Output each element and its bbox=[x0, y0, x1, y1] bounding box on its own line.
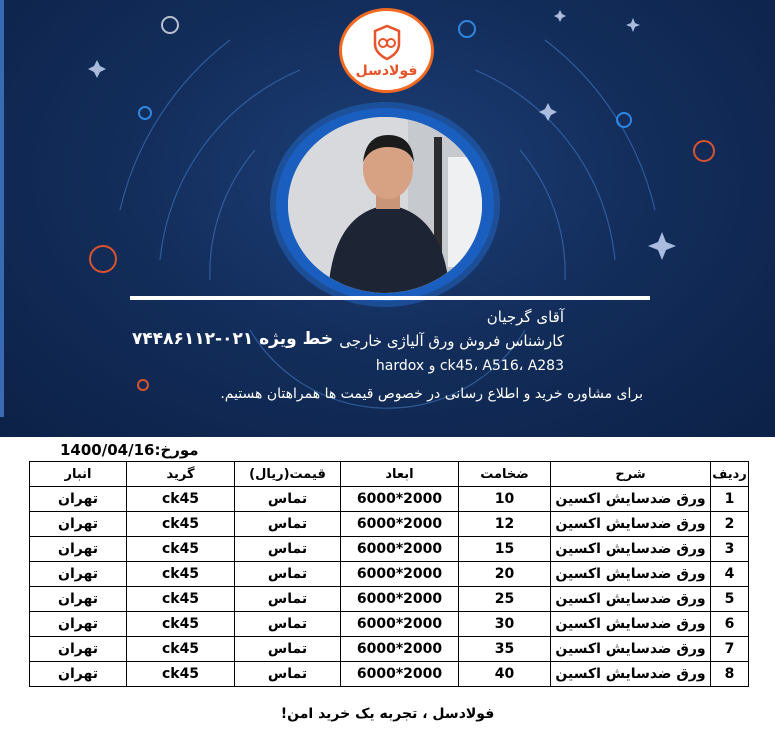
person-portrait-icon bbox=[288, 117, 482, 293]
cell-description: ورق ضدسایش اکسین bbox=[551, 612, 711, 637]
header-row-no: ردیف bbox=[711, 462, 749, 487]
cell-dimensions: 2000*6000 bbox=[341, 487, 459, 512]
table-row bbox=[30, 637, 749, 662]
header-thickness: ضخامت bbox=[459, 462, 551, 487]
cell-warehouse: تهران bbox=[30, 487, 127, 512]
cell-price: تماس bbox=[235, 612, 341, 637]
cell-row-number: 1 bbox=[711, 487, 749, 512]
cell-grade: ck45 bbox=[127, 562, 235, 587]
header-warehouse: انبار bbox=[30, 462, 127, 487]
cell-description: ورق ضدسایش اکسین bbox=[551, 512, 711, 537]
header-dimensions: ابعاد bbox=[341, 462, 459, 487]
cell-row-number: 2 bbox=[711, 512, 749, 537]
cell-dimensions: 2000*6000 bbox=[341, 612, 459, 637]
cell-description: ورق ضدسایش اکسین bbox=[551, 587, 711, 612]
table-header-row bbox=[30, 462, 749, 487]
cell-warehouse: تهران bbox=[30, 612, 127, 637]
cell-description: ورق ضدسایش اکسین bbox=[551, 562, 711, 587]
cell-price: تماس bbox=[235, 487, 341, 512]
cell-grade: ck45 bbox=[127, 587, 235, 612]
cell-grade: ck45 bbox=[127, 487, 235, 512]
price-table bbox=[29, 461, 749, 687]
table-row bbox=[30, 537, 749, 562]
cell-price: تماس bbox=[235, 587, 341, 612]
contact-grades: ck45، A516، A283 و hardox bbox=[375, 358, 564, 374]
cell-thickness: 35 bbox=[459, 637, 551, 662]
cell-dimensions: 2000*6000 bbox=[341, 537, 459, 562]
contact-role: کارشناس فروش ورق آلیاژی خارجی bbox=[339, 332, 564, 350]
cell-thickness: 10 bbox=[459, 487, 551, 512]
consult-note: برای مشاوره خرید و اطلاع رسانی در خصوص قیمت ها همراهتان هستیم. bbox=[220, 386, 643, 402]
cell-price: تماس bbox=[235, 562, 341, 587]
cell-dimensions: 2000*6000 bbox=[341, 587, 459, 612]
cell-thickness: 30 bbox=[459, 612, 551, 637]
price-date: مورخ:1400/04/16 bbox=[60, 441, 199, 459]
cell-dimensions: 2000*6000 bbox=[341, 637, 459, 662]
cell-thickness: 20 bbox=[459, 562, 551, 587]
left-accent-bar bbox=[0, 0, 4, 417]
cell-warehouse: تهران bbox=[30, 587, 127, 612]
cell-price: تماس bbox=[235, 662, 341, 687]
cell-warehouse: تهران bbox=[30, 537, 127, 562]
cell-warehouse: تهران bbox=[30, 562, 127, 587]
brand-logo-text: فولادسل bbox=[355, 63, 418, 79]
cell-description: ورق ضدسایش اکسین bbox=[551, 537, 711, 562]
salesperson-photo bbox=[288, 117, 482, 293]
cell-grade: ck45 bbox=[127, 512, 235, 537]
cell-row-number: 7 bbox=[711, 637, 749, 662]
table-row bbox=[30, 587, 749, 612]
header-price: قیمت(ریال) bbox=[235, 462, 341, 487]
cell-row-number: 5 bbox=[711, 587, 749, 612]
contact-name: آقای گرجیان bbox=[486, 308, 564, 326]
cell-price: تماس bbox=[235, 637, 341, 662]
divider-line bbox=[130, 296, 650, 300]
cell-description: ورق ضدسایش اکسین bbox=[551, 487, 711, 512]
table-row bbox=[30, 487, 749, 512]
brand-logo bbox=[339, 8, 434, 93]
cell-dimensions: 2000*6000 bbox=[341, 562, 459, 587]
cell-price: تماس bbox=[235, 512, 341, 537]
cell-description: ورق ضدسایش اکسین bbox=[551, 662, 711, 687]
cell-dimensions: 2000*6000 bbox=[341, 512, 459, 537]
cell-row-number: 8 bbox=[711, 662, 749, 687]
table-row bbox=[30, 512, 749, 537]
table-row bbox=[30, 562, 749, 587]
cell-price: تماس bbox=[235, 537, 341, 562]
cell-warehouse: تهران bbox=[30, 512, 127, 537]
cell-row-number: 6 bbox=[711, 612, 749, 637]
cell-thickness: 12 bbox=[459, 512, 551, 537]
cell-row-number: 3 bbox=[711, 537, 749, 562]
cell-grade: ck45 bbox=[127, 637, 235, 662]
header-grade: گرید bbox=[127, 462, 235, 487]
cell-warehouse: تهران bbox=[30, 662, 127, 687]
header-description: شرح bbox=[551, 462, 711, 487]
cell-dimensions: 2000*6000 bbox=[341, 662, 459, 687]
table-row bbox=[30, 662, 749, 687]
cell-thickness: 40 bbox=[459, 662, 551, 687]
cell-row-number: 4 bbox=[711, 562, 749, 587]
cell-description: ورق ضدسایش اکسین bbox=[551, 637, 711, 662]
hotline-number[interactable]: خط ویژه ۰۲۱-۷۴۴۸۶۱۱۲ bbox=[132, 329, 334, 349]
cell-grade: ck45 bbox=[127, 662, 235, 687]
cell-grade: ck45 bbox=[127, 612, 235, 637]
table-row bbox=[30, 612, 749, 637]
cell-grade: ck45 bbox=[127, 537, 235, 562]
footer-slogan: فولادسل ، تجربه یک خرید امن! bbox=[280, 706, 495, 722]
cell-warehouse: تهران bbox=[30, 637, 127, 662]
cell-thickness: 25 bbox=[459, 587, 551, 612]
cell-thickness: 15 bbox=[459, 537, 551, 562]
